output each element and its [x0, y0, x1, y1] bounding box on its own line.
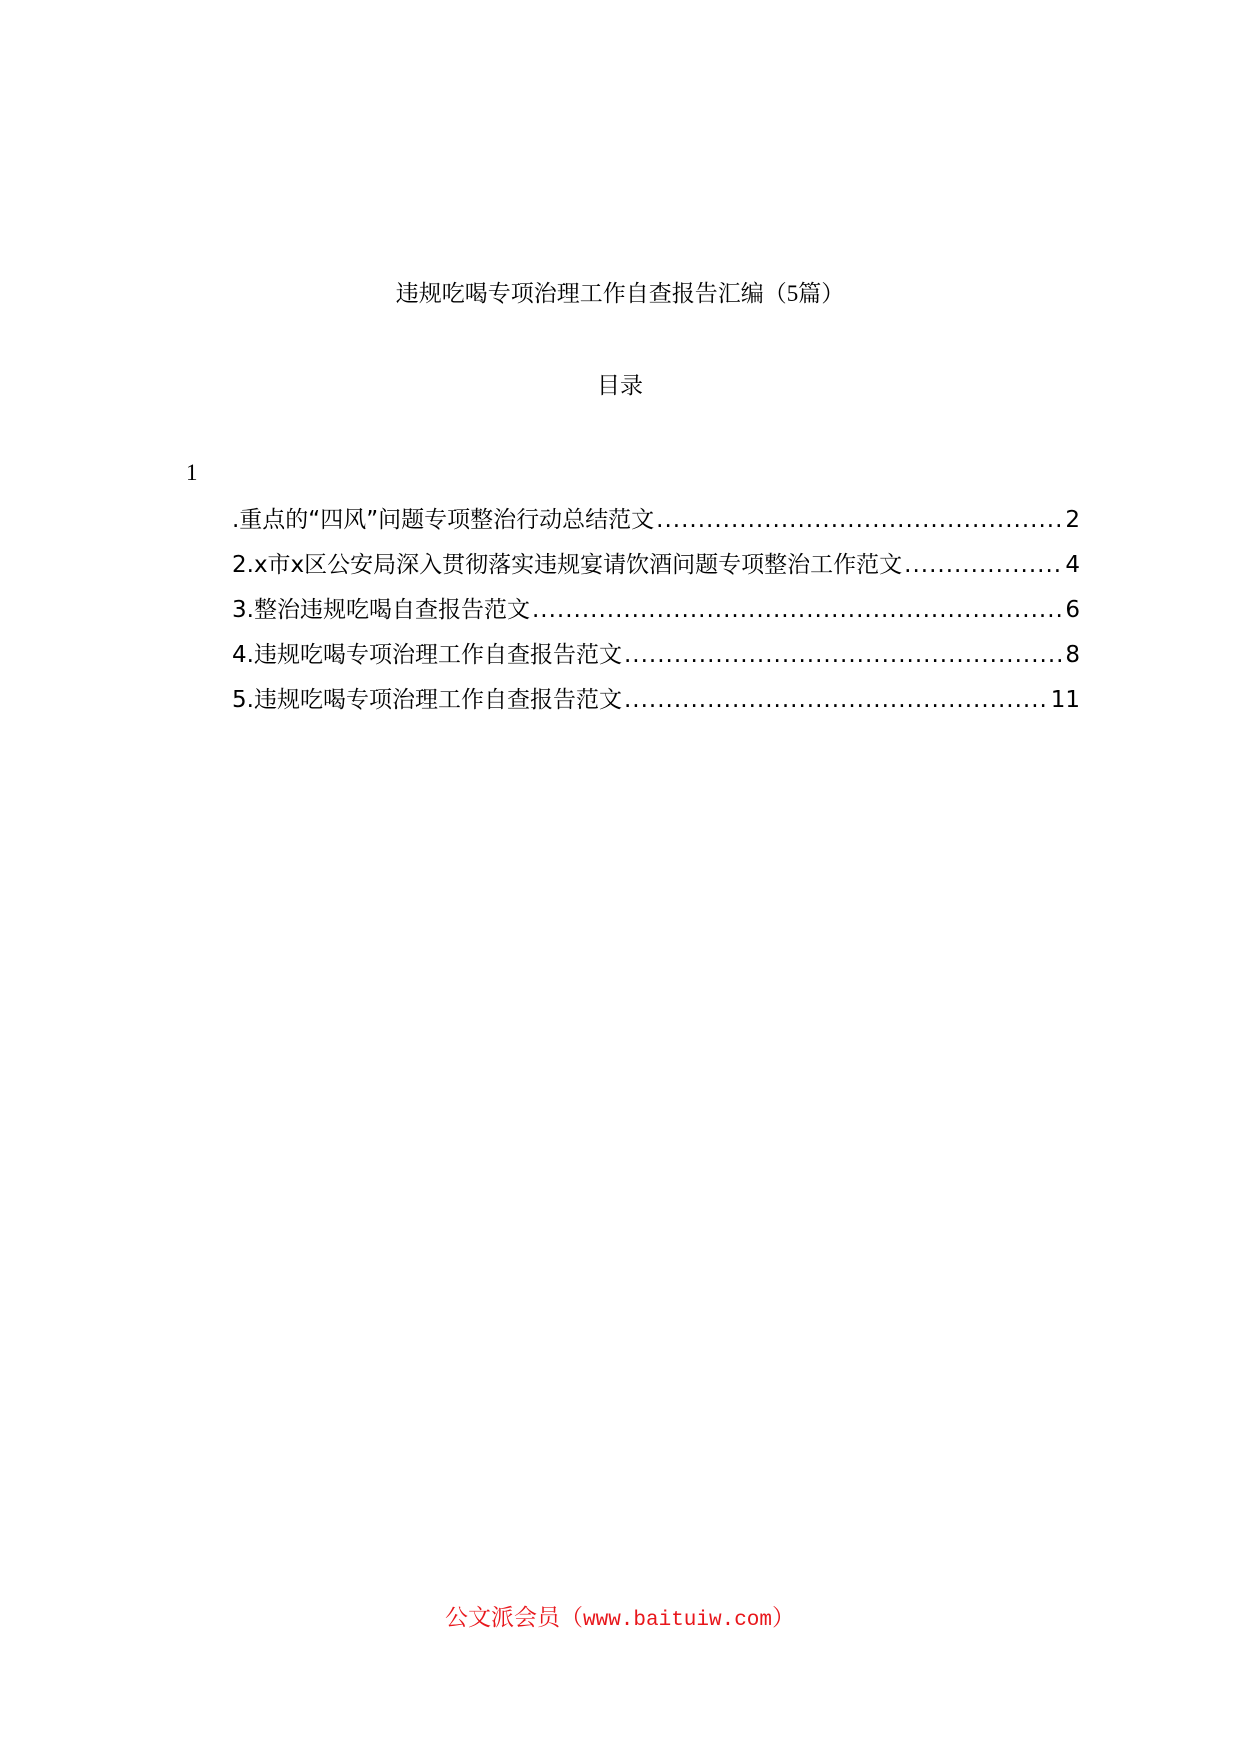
- table-of-contents: [232, 502, 1080, 727]
- footer-url[interactable]: www.baituiw.com: [582, 1609, 773, 1632]
- toc-entry-5[interactable]: [232, 682, 1080, 727]
- toc-entry-label: 3.整治违规吃喝自查报告范文: [232, 597, 530, 623]
- toc-entry-4[interactable]: [232, 637, 1080, 682]
- toc-entry-label: 2.x市x区公安局深入贯彻落实违规宴请饮酒问题专项整治工作范文: [232, 552, 903, 578]
- toc-entry-label: 5.违规吃喝专项治理工作自查报告范文: [232, 687, 622, 713]
- toc-entry-page: 11: [1050, 687, 1080, 713]
- toc-entry-label: 4.违规吃喝专项治理工作自查报告范文: [232, 642, 622, 668]
- toc-entry-label: .重点的“四风”问题专项整治行动总结范文: [232, 507, 655, 533]
- toc-entry-page: 4: [1065, 552, 1080, 578]
- stray-list-number: 1: [186, 460, 198, 485]
- footer-watermark: [0, 1600, 1240, 1639]
- toc-heading: 目录: [597, 373, 643, 399]
- toc-entry-page: 8: [1065, 642, 1080, 668]
- toc-dot-leader: [624, 637, 1063, 673]
- document-title: [0, 276, 1240, 312]
- document-title-suffix: 篇）: [798, 281, 845, 307]
- toc-dot-leader: [532, 592, 1063, 628]
- toc-dot-leader: [656, 502, 1063, 538]
- footer-close: ）: [772, 1605, 796, 1631]
- toc-entry-page: 6: [1065, 597, 1080, 623]
- toc-dot-leader: [624, 682, 1049, 718]
- toc-entry-page: 2: [1065, 507, 1080, 533]
- toc-dot-leader: [904, 547, 1063, 583]
- footer-brand: 公文派会员（: [444, 1605, 583, 1631]
- toc-entry-3[interactable]: [232, 592, 1080, 637]
- document-title-number: 5: [786, 281, 799, 306]
- toc-entry-2[interactable]: [232, 547, 1080, 592]
- document-title-prefix: 违规吃喝专项治理工作自查报告汇编（: [395, 281, 787, 307]
- toc-entry-1[interactable]: [232, 502, 1080, 547]
